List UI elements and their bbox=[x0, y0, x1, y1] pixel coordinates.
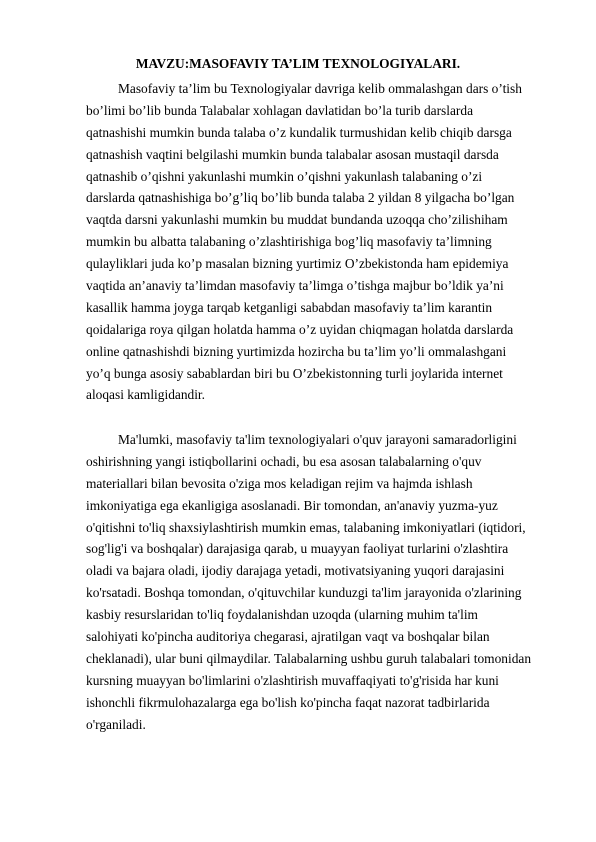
text-line: kasbiy resurslaridan to'liq foydalanishdan uzoqda (ularning muhim ta'lim bbox=[86, 607, 478, 623]
text-line: salohiyati ko'pincha auditoriya chegarasi, ajratilgan vaqt va boshqalar bilan bbox=[86, 629, 490, 645]
text-line: qatnashishi mumkin bunda talaba o’z kundalik turmushidan kelib chiqib darsga bbox=[86, 124, 512, 140]
text-line: oshirishning yangi istiqbollarini ochadi, bu esa asosan talabalarning o'quv bbox=[86, 453, 482, 469]
text-line: o'qitishni to'liq shaxsiylashtirish mumkin emas, talabaning imkoniyatlari (iqtidori, bbox=[86, 519, 526, 535]
paragraph-1 bbox=[86, 78, 522, 406]
text-line: ishonchli fikrmulohazalarga ega bo'lish ko'pincha faqat nazorat tadbirlarida bbox=[86, 694, 490, 710]
document-title: MAVZU:MASOFAVIY TA’LIM TEXNOLOGIYALARI. bbox=[135, 56, 461, 71]
text-line: qatnashish vaqtini belgilashi mumkin bunda talabalar asosan mustaqil darsda bbox=[86, 146, 499, 162]
text-line: qulayliklari juda ko’p masalan bizning yurtimiz O’zbekistonda ham epidemiya bbox=[86, 256, 509, 272]
text-line: materiallari bilan bevosita o'ziga mos keladigan rejim va hajmda ishlash bbox=[86, 475, 473, 491]
text-line: imkoniyatiga ega ekanligiga asoslanadi. Bir tomondan, an'anaviy yuzma-yuz bbox=[86, 497, 498, 513]
text-line: kursning muayyan bo'limlarini o'zlashtirish muvaffaqiyati to'g'risida har kuni bbox=[86, 672, 499, 688]
text-line: ko'rsatadi. Boshqa tomondan, o'qituvchilar kunduzgi ta'lim jarayonida o'zlarining bbox=[86, 585, 522, 601]
text-line: vaqtida an’anaviy ta’limdan masofaviy ta’limga o’tishga majbur bo’ldik ya’ni bbox=[86, 278, 504, 294]
text-line: darslarda qatnashishiga bo’g’liq bo’lib bunda talaba 2 yildan 8 yilgacha bo’lgan bbox=[86, 190, 515, 206]
text-line: mumkin bu albatta talabaning o’zlashtirishiga bog’liq masofaviy ta’limning bbox=[86, 234, 492, 250]
text-line: kasallik hamma joyga tarqab ketganligi sababdan masofaviy ta’lim karantin bbox=[86, 299, 493, 315]
text-line: vaqtda darsni yakunlashi mumkin bu muddat bundanda uzoqqa cho’zilishiham bbox=[86, 212, 508, 228]
text-line: qatnashib o’qishni yakunlashi mumkin o’qishni yakunlash talabaning o’zi bbox=[86, 168, 483, 184]
text-line: Ma'lumki, masofaviy ta'lim texnologiyalari o'quv jarayoni samaradorligini bbox=[118, 432, 517, 447]
text-line: bo’limi bo’lib bunda Talabalar xohlagan davlatidan bo’la turib darslarda bbox=[86, 102, 474, 118]
text-line: oladi va bajara oladi, ijodiy darajaga yetadi, motivatsiyaning yuqori darajasini bbox=[86, 563, 505, 579]
paragraph-2 bbox=[86, 429, 531, 735]
text-line: aloqasi kamligidandir. bbox=[86, 387, 206, 403]
text-line: qoidalariga roya qilgan holatda hamma o’z uyidan chiqmagan holatda darslarda bbox=[86, 321, 514, 337]
text-line: cheklanadi), ular buni qilmaydilar. Talabalarning ushbu guruh talabalari tomonidan bbox=[86, 650, 532, 666]
text-line: online qatnashishdi bizning yurtimizda hozircha bu ta’lim yo’li ommalashgani bbox=[86, 343, 507, 359]
text-line: Masofaviy ta’lim bu Texnologiyalar davriga kelib ommalashgan dars o’tish bbox=[118, 81, 522, 96]
text-line: o'rganiladi. bbox=[86, 716, 146, 732]
text-line: sog'lig'i va boshqalar) darajasiga qarab, u muayyan faoliyat turlarini o'zlashtira bbox=[86, 541, 509, 557]
text-line: yo’q bunga asosiy sabablardan biri bu O’zbekistonning turli joylarida internet bbox=[86, 365, 503, 381]
